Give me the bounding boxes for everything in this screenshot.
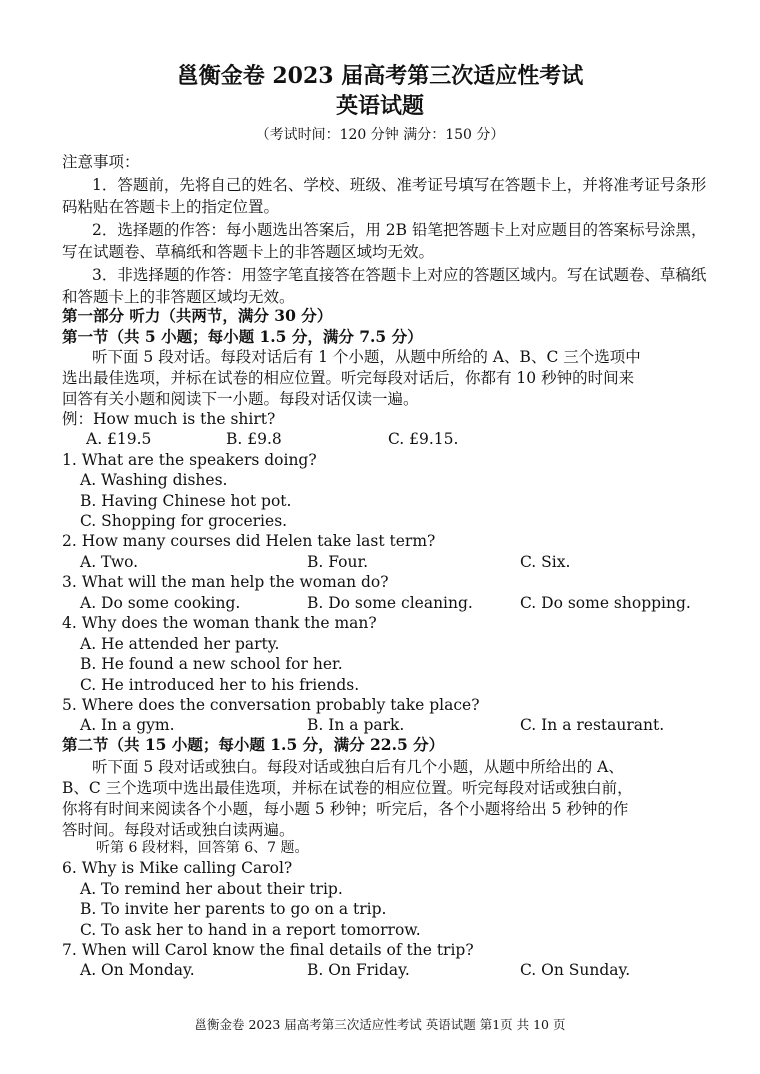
question-3-option-c: C. Do some shopping. [520, 594, 691, 612]
example-question: 例：How much is the shirt? [62, 410, 276, 428]
question-2-option-c: C. Six. [520, 553, 571, 571]
question-7-option-a: A. On Monday. [80, 961, 195, 979]
example-option-c: C. £9.15. [388, 430, 459, 448]
question-1: 1. What are the speakers doing? [62, 451, 317, 469]
question-1-option-c: C. Shopping for groceries. [80, 512, 288, 530]
question-4-option-c: C. He introduced her to his friends. [80, 676, 360, 694]
question-4: 4. Why does the woman thank the man? [62, 614, 377, 632]
question-5-option-a: A. In a gym. [80, 716, 175, 734]
question-7: 7. When will Carol know the final details of the trip? [62, 941, 474, 959]
section1-instruction-line-3: 回答有关小题和阅读下一小题。每段对话仅读一遍。 [62, 390, 419, 408]
note-1-line-1: 1．答题前，先将自己的姓名、学校、班级、准考证号填写在答题卡上，并将准考证号条形 [92, 176, 707, 194]
question-5: 5. Where does the conversation probably take place? [62, 696, 480, 714]
question-6: 6. Why is Mike calling Carol? [62, 859, 293, 877]
exam-info: （考试时间：120 分钟 满分：150 分） [255, 127, 505, 143]
question-5-option-c: C. In a restaurant. [520, 716, 665, 734]
section1-instruction-line-2: 选出最佳选项，并标在试卷的相应位置。听完每段对话后，你都有 10 秒钟的时间来 [62, 369, 635, 387]
question-2: 2. How many courses did Helen take last term? [62, 532, 436, 550]
section1-heading: 第一节（共 5 小题；每小题 1.5 分，满分 7.5 分） [62, 327, 423, 346]
note-3-line-1: 3．非选择题的作答：用签字笔直接答在答题卡上对应的答题区域内。写在试题卷、草稿纸 [92, 266, 707, 284]
material-6-note: 听第 6 段材料，回答第 6、7 题。 [96, 840, 309, 856]
section2-instruction-line-4: 答时间。每段对话或独白读两遍。 [62, 821, 295, 839]
example-option-a: A. £19.5 [86, 430, 152, 448]
section2-heading: 第二节（共 15 小题；每小题 1.5 分，满分 22.5 分） [62, 735, 445, 754]
question-2-option-b: B. Four. [307, 553, 369, 571]
section1-instruction-line-1: 听下面 5 段对话。每段对话后有 1 个小题，从题中所给的 A、B、C 三个选项中 [92, 348, 641, 366]
question-2-option-a: A. Two. [80, 553, 139, 571]
question-7-option-c: C. On Sunday. [520, 961, 631, 979]
note-2-line-1: 2．选择题的作答：每小题选出答案后，用 2B 铅笔把答题卡上对应题目的答案标号涂黑， [92, 221, 707, 239]
note-2-line-2: 写在试题卷、草稿纸和答题卡上的非答题区域均无效。 [62, 243, 435, 261]
exam-subject: 英语试题 [335, 93, 424, 119]
section2-instruction-line-2: B、C 三个选项中选出最佳选项，并标在试卷的相应位置。听完每段对话或独白前， [62, 779, 633, 797]
notes-heading: 注意事项： [62, 153, 140, 171]
question-1-option-a: A. Washing dishes. [80, 471, 228, 489]
example-option-b: B. £9.8 [226, 430, 282, 448]
question-4-option-b: B. He found a new school for her. [80, 655, 343, 673]
question-6-option-c: C. To ask her to hand in a report tomorrow. [80, 921, 421, 939]
exam-title: 邕衡金卷 2023 届高考第三次适应性考试 [176, 63, 584, 89]
question-5-option-b: B. In a park. [307, 716, 405, 734]
question-3-option-a: A. Do some cooking. [80, 594, 241, 612]
question-1-option-b: B. Having Chinese hot pot. [80, 492, 292, 510]
question-7-option-b: B. On Friday. [307, 961, 410, 979]
question-6-option-b: B. To invite her parents to go on a trip. [80, 900, 387, 918]
question-6-option-a: A. To remind her about their trip. [80, 880, 343, 898]
note-1-line-2: 码粘贴在答题卡上的指定位置。 [62, 198, 280, 216]
question-3: 3. What will the man help the woman do? [62, 573, 389, 591]
question-3-option-b: B. Do some cleaning. [307, 594, 473, 612]
question-4-option-a: A. He attended her party. [80, 635, 280, 653]
section2-instruction-line-1: 听下面 5 段对话或独白。每段对话或独白后有几个小题，从题中所给出的 A、 [92, 758, 624, 776]
page-footer: 邕衡金卷 2023 届高考第三次适应性考试 英语试题 第1页 共 10 页 [194, 1017, 566, 1032]
section2-instruction-line-3: 你将有时间来阅读各个小题，每小题 5 秒钟；听完后，各个小题将给出 5 秒钟的作 [62, 800, 629, 818]
note-3-line-2: 和答题卡上的非答题区域均无效。 [62, 288, 295, 306]
part1-heading: 第一部分 听力（共两节，满分 30 分） [62, 306, 333, 325]
